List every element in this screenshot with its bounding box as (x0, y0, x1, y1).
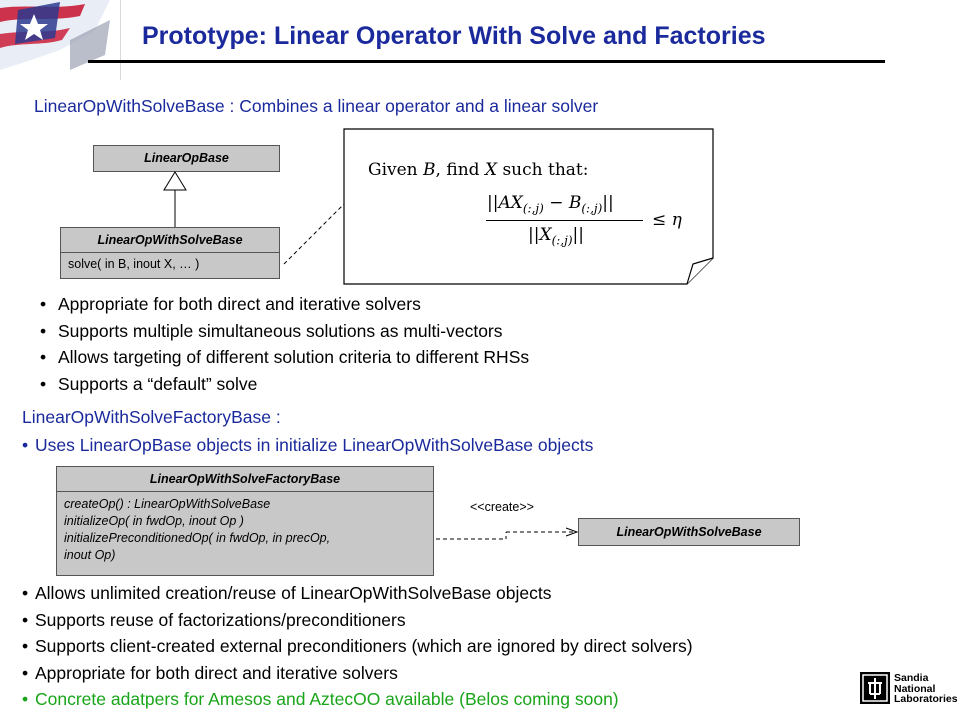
section1-heading: LinearOpWithSolveBase : Combines a linear operator and a linear solver (34, 96, 599, 116)
logo-line1: Sandia (894, 672, 929, 684)
section2-heading-bullet (22, 433, 593, 457)
list-item: • Appropriate for both direct and iterative solvers (40, 291, 529, 318)
numerator-close: || (602, 193, 614, 213)
note-denominator (528, 225, 584, 247)
note-numerator (487, 193, 614, 215)
create-stereotype: <<create>> (470, 500, 534, 514)
inheritance-arrow (150, 171, 200, 227)
numerator-ax: ||AX (487, 193, 523, 213)
logo-line3: Laboratories (894, 693, 958, 705)
list-item-green: • Concrete adatpers for Amesos and AztecOO available (Belos coming soon) (22, 686, 693, 713)
list-item: • Allows targeting of different solution criteria to different RHSs (40, 344, 529, 371)
title-rule (88, 60, 885, 63)
uml-method-initializepreconditionedop: initializePreconditionedOp( in fwdOp, in precOp, (64, 531, 331, 545)
flag-decoration (0, 0, 125, 80)
uml-method-text: solve( in B, inout X, … ) (68, 257, 200, 271)
uml-factory-methods (56, 492, 434, 576)
denominator-sub: (:,j) (551, 233, 573, 248)
list-item: • Supports reuse of factorizations/preconditioners (22, 607, 693, 634)
logo-line2: National (894, 682, 936, 695)
note-find: , find (435, 160, 480, 180)
section2-heading: LinearOpWithSolveFactoryBase : (22, 407, 281, 427)
uml-method-createop: createOp() : LinearOpWithSolveBase (64, 497, 271, 511)
uml-method-continuation: inout Op) (64, 548, 116, 562)
list-item: • Supports a “default” solve (40, 371, 529, 398)
section2-bullets (22, 580, 693, 713)
numerator-sub1: (:,j) (522, 201, 544, 216)
list-item: • Allows unlimited creation/reuse of LinearOpWithSolveBase objects (22, 580, 693, 607)
list-item: • Appropriate for both direct and iterative solvers (22, 660, 693, 687)
header-divider (120, 0, 121, 80)
create-dependency-arrow (434, 520, 584, 544)
list-item: • Supports multiple simultaneous solutions as multi-vectors (40, 318, 529, 345)
fraction-bar (486, 220, 643, 221)
uml-class-factory: LinearOpWithSolveFactoryBase (56, 466, 434, 492)
numerator-minus-b: − B (543, 193, 582, 213)
sandia-logo-text (894, 673, 958, 705)
note-b: B (423, 160, 436, 180)
sandia-thunderbird-icon (860, 672, 890, 704)
note-leq-eta: ≤ η (652, 210, 682, 230)
section1-bullets (40, 291, 529, 397)
uml-class-linearopwithsolvebase: LinearOpWithSolveBase (60, 227, 280, 253)
note-given: Given (368, 160, 418, 180)
uml-class-linearopbase: LinearOpBase (93, 145, 280, 172)
uml-class-target-linearopwithsolvebase: LinearOpWithSolveBase (578, 518, 800, 546)
denominator-close: || (572, 225, 584, 245)
note-connector (282, 198, 352, 268)
thunderbird-glyph (860, 672, 890, 704)
denominator-x: ||X (528, 225, 552, 245)
note-such-that: such that: (502, 160, 589, 180)
note-given-line (368, 160, 588, 180)
note-x: X (484, 160, 498, 180)
numerator-sub2: (:,j) (581, 201, 603, 216)
list-item: • Uses LinearOpBase objects in initialize LinearOpWithSolveBase objects (22, 433, 593, 457)
uml-method-initializeop: initializeOp( in fwdOp, inout Op ) (64, 514, 244, 528)
page-title: Prototype: Linear Operator With Solve and Factories (142, 22, 766, 50)
list-item: • Supports client-created external preconditioners (which are ignored by direct solvers) (22, 633, 693, 660)
uml-method-solve (60, 253, 280, 279)
